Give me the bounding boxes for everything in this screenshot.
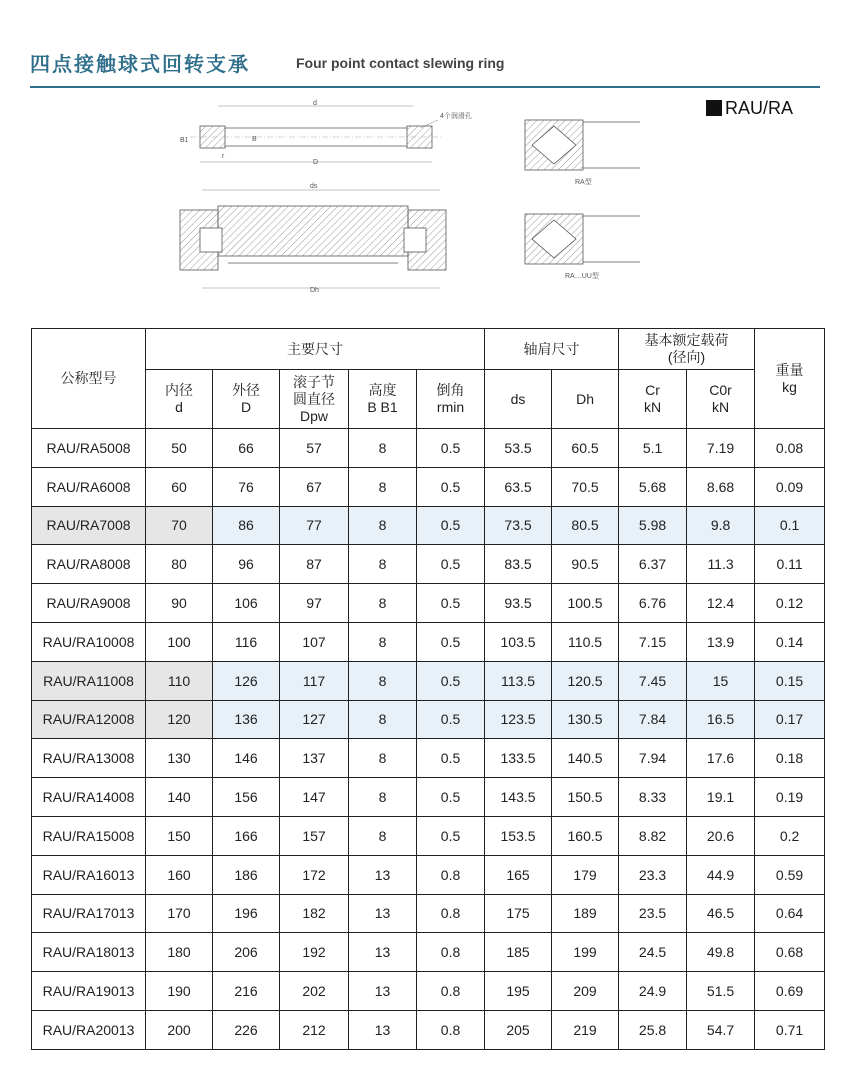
- cell-Dh: 90.5: [552, 545, 619, 584]
- cell-w: 0.64: [755, 894, 825, 933]
- cell-d: 60: [146, 467, 213, 506]
- cell-d: 110: [146, 661, 213, 700]
- cell-w: 0.69: [755, 972, 825, 1011]
- drawing-svg: [170, 98, 650, 298]
- label-ra-type: RA型: [575, 179, 592, 186]
- cell-cr: 7.84: [619, 700, 687, 739]
- cell-model: RAU/RA9008: [32, 584, 146, 623]
- cell-D: 206: [213, 933, 280, 972]
- cell-dpw: 117: [280, 661, 349, 700]
- cell-w: 0.68: [755, 933, 825, 972]
- table-row: [32, 467, 825, 506]
- col-cr: Cr kN: [619, 370, 687, 429]
- cell-r: 0.5: [417, 622, 485, 661]
- cell-ds: 73.5: [485, 506, 552, 545]
- header-rule: [30, 86, 820, 88]
- cell-ds: 123.5: [485, 700, 552, 739]
- cell-cr: 5.68: [619, 467, 687, 506]
- ra-section: [525, 120, 640, 186]
- cell-model: RAU/RA20013: [32, 1010, 146, 1049]
- cell-model: RAU/RA15008: [32, 816, 146, 855]
- label-d: d: [313, 100, 317, 107]
- cell-D: 96: [213, 545, 280, 584]
- cell-dpw: 172: [280, 855, 349, 894]
- cell-B: 13: [349, 1010, 417, 1049]
- cell-B: 13: [349, 972, 417, 1011]
- cell-d: 130: [146, 739, 213, 778]
- cell-D: 196: [213, 894, 280, 933]
- cell-model: RAU/RA18013: [32, 933, 146, 972]
- cell-ds: 103.5: [485, 622, 552, 661]
- col-d: 内径 d: [146, 370, 213, 429]
- cell-w: 0.15: [755, 661, 825, 700]
- cell-B: 8: [349, 429, 417, 468]
- label-D: D: [313, 159, 319, 166]
- cell-D: 126: [213, 661, 280, 700]
- cell-Dh: 189: [552, 894, 619, 933]
- label-rauu-type: RA…UU型: [565, 273, 599, 280]
- cell-cor: 46.5: [687, 894, 755, 933]
- cell-d: 190: [146, 972, 213, 1011]
- cell-dpw: 192: [280, 933, 349, 972]
- cell-dpw: 127: [280, 700, 349, 739]
- cell-r: 0.8: [417, 894, 485, 933]
- col-model: 公称型号: [32, 329, 146, 429]
- table-row: [32, 778, 825, 817]
- cell-D: 146: [213, 739, 280, 778]
- cell-dpw: 87: [280, 545, 349, 584]
- cell-r: 0.5: [417, 545, 485, 584]
- cell-model: RAU/RA16013: [32, 855, 146, 894]
- cell-cr: 5.98: [619, 506, 687, 545]
- cell-w: 0.11: [755, 545, 825, 584]
- cell-w: 0.14: [755, 622, 825, 661]
- series-badge-label: RAU/RA: [725, 98, 794, 118]
- cell-w: 0.12: [755, 584, 825, 623]
- col-height: 高度 B B1: [349, 370, 417, 429]
- label-b1: B1: [180, 137, 189, 144]
- cell-w: 0.71: [755, 1010, 825, 1049]
- cell-cor: 51.5: [687, 972, 755, 1011]
- cell-d: 200: [146, 1010, 213, 1049]
- cell-Dh: 110.5: [552, 622, 619, 661]
- spec-table: [31, 328, 825, 1050]
- cell-ds: 133.5: [485, 739, 552, 778]
- cell-B: 13: [349, 894, 417, 933]
- cell-dpw: 107: [280, 622, 349, 661]
- col-dpw: 滚子节 圆直径 Dpw: [280, 370, 349, 429]
- cell-w: 0.19: [755, 778, 825, 817]
- cell-cor: 11.3: [687, 545, 755, 584]
- cell-dpw: 97: [280, 584, 349, 623]
- label-b: B: [252, 136, 257, 143]
- cell-B: 8: [349, 584, 417, 623]
- cell-d: 50: [146, 429, 213, 468]
- cell-w: 0.18: [755, 739, 825, 778]
- col-D: 外径 D: [213, 370, 280, 429]
- cell-ds: 153.5: [485, 816, 552, 855]
- cell-dpw: 202: [280, 972, 349, 1011]
- cell-w: 0.08: [755, 429, 825, 468]
- cell-ds: 143.5: [485, 778, 552, 817]
- cell-d: 90: [146, 584, 213, 623]
- cell-ds: 175: [485, 894, 552, 933]
- cell-d: 180: [146, 933, 213, 972]
- cell-B: 8: [349, 700, 417, 739]
- cell-ds: 113.5: [485, 661, 552, 700]
- cell-r: 0.8: [417, 972, 485, 1011]
- cell-cor: 49.8: [687, 933, 755, 972]
- cell-r: 0.5: [417, 429, 485, 468]
- cell-model: RAU/RA10008: [32, 622, 146, 661]
- cell-r: 0.5: [417, 506, 485, 545]
- col-group-shoulder: 轴肩尺寸: [485, 329, 619, 370]
- cell-cr: 6.76: [619, 584, 687, 623]
- cell-ds: 185: [485, 933, 552, 972]
- cell-B: 8: [349, 467, 417, 506]
- page-header: [30, 48, 820, 88]
- cell-D: 156: [213, 778, 280, 817]
- col-cor: C0r kN: [687, 370, 755, 429]
- cell-cor: 16.5: [687, 700, 755, 739]
- cell-Dh: 219: [552, 1010, 619, 1049]
- cell-D: 186: [213, 855, 280, 894]
- header-row-2: [32, 370, 825, 429]
- cell-w: 0.59: [755, 855, 825, 894]
- cell-r: 0.5: [417, 661, 485, 700]
- cell-d: 80: [146, 545, 213, 584]
- table-row: [32, 739, 825, 778]
- cell-cor: 9.8: [687, 506, 755, 545]
- cell-Dh: 70.5: [552, 467, 619, 506]
- cell-cr: 7.15: [619, 622, 687, 661]
- cell-D: 166: [213, 816, 280, 855]
- cell-w: 0.17: [755, 700, 825, 739]
- cell-dpw: 57: [280, 429, 349, 468]
- cell-D: 76: [213, 467, 280, 506]
- cell-B: 13: [349, 933, 417, 972]
- cell-cor: 44.9: [687, 855, 755, 894]
- table-row: [32, 661, 825, 700]
- cell-ds: 53.5: [485, 429, 552, 468]
- col-chamfer: 倒角 rmin: [417, 370, 485, 429]
- cell-B: 8: [349, 506, 417, 545]
- cell-model: RAU/RA6008: [32, 467, 146, 506]
- table-row: [32, 429, 825, 468]
- cell-cor: 15: [687, 661, 755, 700]
- cell-cor: 12.4: [687, 584, 755, 623]
- cell-model: RAU/RA13008: [32, 739, 146, 778]
- cell-r: 0.8: [417, 933, 485, 972]
- cell-D: 116: [213, 622, 280, 661]
- cell-cor: 8.68: [687, 467, 755, 506]
- cell-Dh: 80.5: [552, 506, 619, 545]
- cell-model: RAU/RA17013: [32, 894, 146, 933]
- table-row: [32, 584, 825, 623]
- cell-D: 136: [213, 700, 280, 739]
- cell-cr: 8.82: [619, 816, 687, 855]
- ring-mounted-view: [180, 183, 446, 294]
- cell-D: 86: [213, 506, 280, 545]
- cell-B: 8: [349, 661, 417, 700]
- cell-cr: 5.1: [619, 429, 687, 468]
- table-row: [32, 622, 825, 661]
- cell-w: 0.1: [755, 506, 825, 545]
- cell-cr: 7.45: [619, 661, 687, 700]
- cell-Dh: 199: [552, 933, 619, 972]
- col-ds: ds: [485, 370, 552, 429]
- cell-dpw: 147: [280, 778, 349, 817]
- label-holes: 4个润滑孔: [440, 113, 472, 120]
- cell-cor: 7.19: [687, 429, 755, 468]
- cell-D: 66: [213, 429, 280, 468]
- cell-cr: 8.33: [619, 778, 687, 817]
- col-Dh: Dh: [552, 370, 619, 429]
- cell-Dh: 130.5: [552, 700, 619, 739]
- cell-cr: 24.9: [619, 972, 687, 1011]
- cell-r: 0.5: [417, 778, 485, 817]
- cell-model: RAU/RA7008: [32, 506, 146, 545]
- table-row: [32, 506, 825, 545]
- cell-D: 226: [213, 1010, 280, 1049]
- cell-B: 8: [349, 778, 417, 817]
- cell-ds: 205: [485, 1010, 552, 1049]
- cell-w: 0.09: [755, 467, 825, 506]
- cell-ds: 165: [485, 855, 552, 894]
- cell-dpw: 212: [280, 1010, 349, 1049]
- cell-Dh: 179: [552, 855, 619, 894]
- cell-dpw: 67: [280, 467, 349, 506]
- cell-d: 150: [146, 816, 213, 855]
- cell-Dh: 120.5: [552, 661, 619, 700]
- cell-d: 170: [146, 894, 213, 933]
- cell-r: 0.5: [417, 700, 485, 739]
- title-cn: 四点接触球式回转支承: [30, 52, 250, 76]
- cell-D: 216: [213, 972, 280, 1011]
- cell-cr: 7.94: [619, 739, 687, 778]
- cell-model: RAU/RA19013: [32, 972, 146, 1011]
- cell-ds: 195: [485, 972, 552, 1011]
- rauu-section: [525, 214, 640, 280]
- cell-r: 0.5: [417, 467, 485, 506]
- cell-cr: 23.5: [619, 894, 687, 933]
- table-row: [32, 855, 825, 894]
- cell-Dh: 140.5: [552, 739, 619, 778]
- cell-r: 0.5: [417, 584, 485, 623]
- cell-cr: 23.3: [619, 855, 687, 894]
- series-badge: [706, 98, 793, 119]
- cell-dpw: 77: [280, 506, 349, 545]
- cell-cr: 6.37: [619, 545, 687, 584]
- cell-dpw: 137: [280, 739, 349, 778]
- table-row: [32, 545, 825, 584]
- cell-Dh: 60.5: [552, 429, 619, 468]
- header-row-1: [32, 329, 825, 370]
- cell-cor: 17.6: [687, 739, 755, 778]
- table-body: [32, 429, 825, 1050]
- cell-D: 106: [213, 584, 280, 623]
- cell-B: 8: [349, 816, 417, 855]
- cell-r: 0.5: [417, 739, 485, 778]
- label-r: r: [222, 153, 225, 160]
- cell-dpw: 182: [280, 894, 349, 933]
- technical-drawing: [170, 98, 650, 298]
- col-weight: 重量 kg: [755, 329, 825, 429]
- cell-d: 140: [146, 778, 213, 817]
- cell-r: 0.8: [417, 1010, 485, 1049]
- cell-Dh: 100.5: [552, 584, 619, 623]
- cell-cor: 20.6: [687, 816, 755, 855]
- cell-Dh: 150.5: [552, 778, 619, 817]
- cell-B: 8: [349, 739, 417, 778]
- cell-w: 0.2: [755, 816, 825, 855]
- cell-cr: 25.8: [619, 1010, 687, 1049]
- table-row: [32, 1010, 825, 1049]
- table-row: [32, 894, 825, 933]
- cell-d: 100: [146, 622, 213, 661]
- square-icon: [706, 100, 722, 116]
- ring-top-view: [180, 100, 472, 166]
- table-row: [32, 816, 825, 855]
- cell-cr: 24.5: [619, 933, 687, 972]
- cell-model: RAU/RA12008: [32, 700, 146, 739]
- cell-dpw: 157: [280, 816, 349, 855]
- cell-model: RAU/RA5008: [32, 429, 146, 468]
- cell-B: 13: [349, 855, 417, 894]
- cell-model: RAU/RA14008: [32, 778, 146, 817]
- cell-ds: 83.5: [485, 545, 552, 584]
- table-row: [32, 700, 825, 739]
- cell-d: 120: [146, 700, 213, 739]
- col-group-load: 基本额定载荷 (径向): [619, 329, 755, 370]
- cell-model: RAU/RA11008: [32, 661, 146, 700]
- cell-d: 160: [146, 855, 213, 894]
- cell-B: 8: [349, 622, 417, 661]
- table-row: [32, 933, 825, 972]
- cell-cor: 19.1: [687, 778, 755, 817]
- cell-ds: 63.5: [485, 467, 552, 506]
- cell-cor: 13.9: [687, 622, 755, 661]
- label-Dh: Dh: [310, 287, 319, 294]
- col-group-main: 主要尺寸: [146, 329, 485, 370]
- cell-Dh: 209: [552, 972, 619, 1011]
- cell-model: RAU/RA8008: [32, 545, 146, 584]
- cell-r: 0.8: [417, 855, 485, 894]
- cell-ds: 93.5: [485, 584, 552, 623]
- cell-r: 0.5: [417, 816, 485, 855]
- table-row: [32, 972, 825, 1011]
- cell-B: 8: [349, 545, 417, 584]
- label-ds: ds: [310, 183, 318, 190]
- cell-d: 70: [146, 506, 213, 545]
- cell-Dh: 160.5: [552, 816, 619, 855]
- title-en: Four point contact slewing ring: [296, 55, 505, 71]
- cell-cor: 54.7: [687, 1010, 755, 1049]
